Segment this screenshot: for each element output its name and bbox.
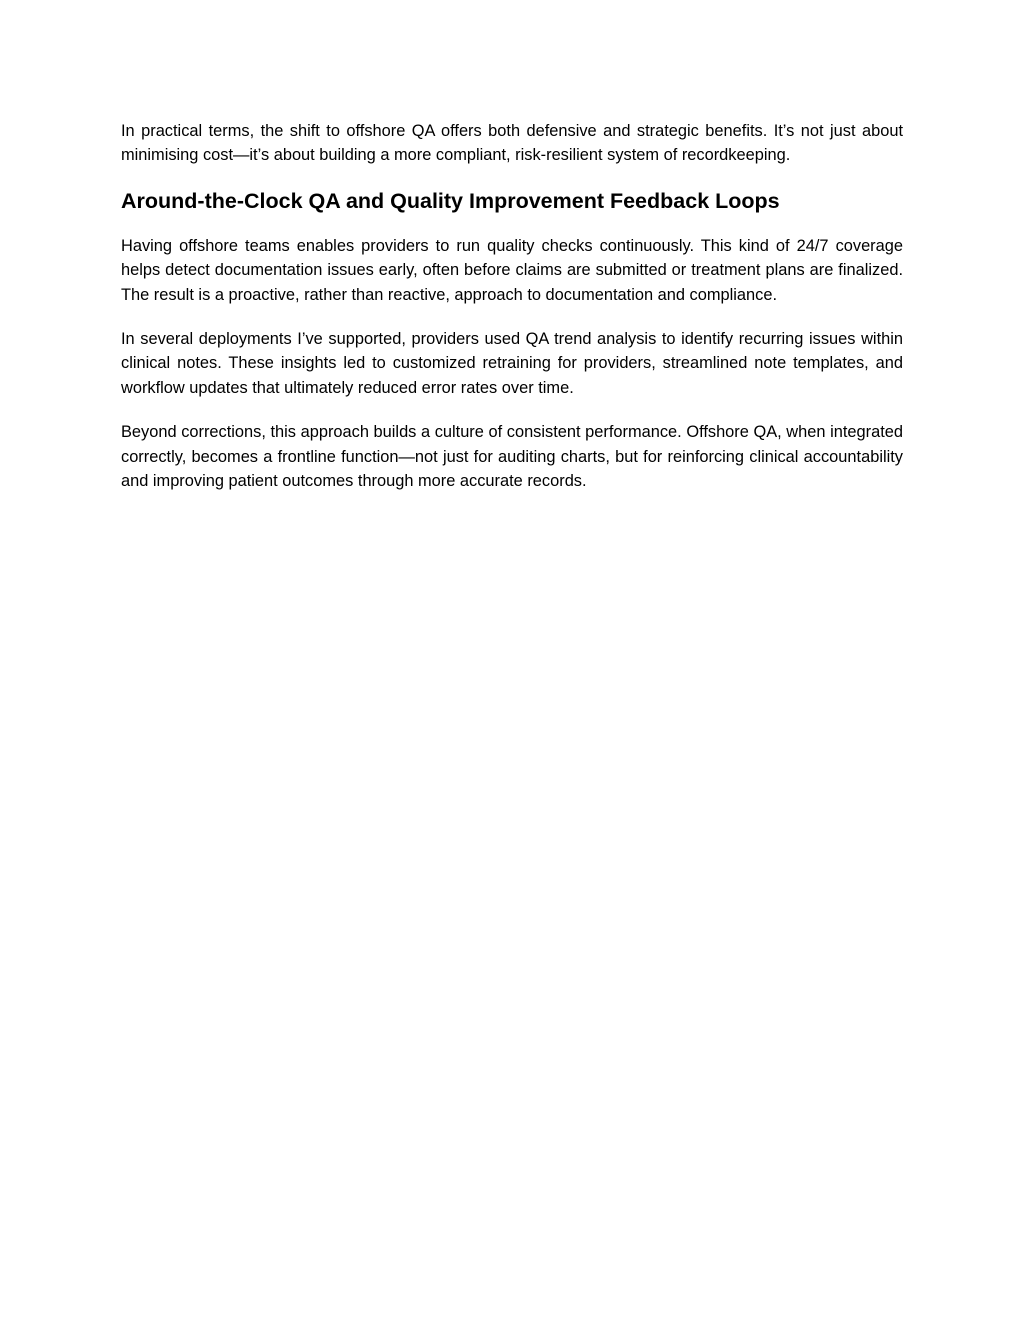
section-paragraph-1: Having offshore teams enables providers to run quality checks continuously. This kind of 24/7 coverage helps detect documentation issues early, often before claims are submitted or treatment plans are finalized. The result is a proactive, rather than reactive, approach to documentation and compliance. bbox=[121, 236, 903, 304]
intro-paragraph: In practical terms, the shift to offshore QA offers both defensive and strategic benefits. It’s not just about minimising cost—it’s about building a more compliant, risk-resilient system of recordkeeping. bbox=[121, 122, 903, 165]
document-body bbox=[121, 119, 903, 493]
section-heading: Around-the-Clock QA and Quality Improvement Feedback Loops bbox=[121, 188, 780, 213]
section-paragraph-3: Beyond corrections, this approach builds a culture of consistent performance. Offshore QA, when integrated correctly, becomes a frontline function—not just for auditing charts, but for reinforcing clinical accountability and improving patient outcomes through more accurate records. bbox=[121, 423, 903, 491]
section-paragraph-2: In several deployments I’ve supported, providers used QA trend analysis to identify recurring issues within clinical notes. These insights led to customized retraining for providers, streamlined note templates, and workflow updates that ultimately reduced error rates over time. bbox=[121, 330, 903, 397]
